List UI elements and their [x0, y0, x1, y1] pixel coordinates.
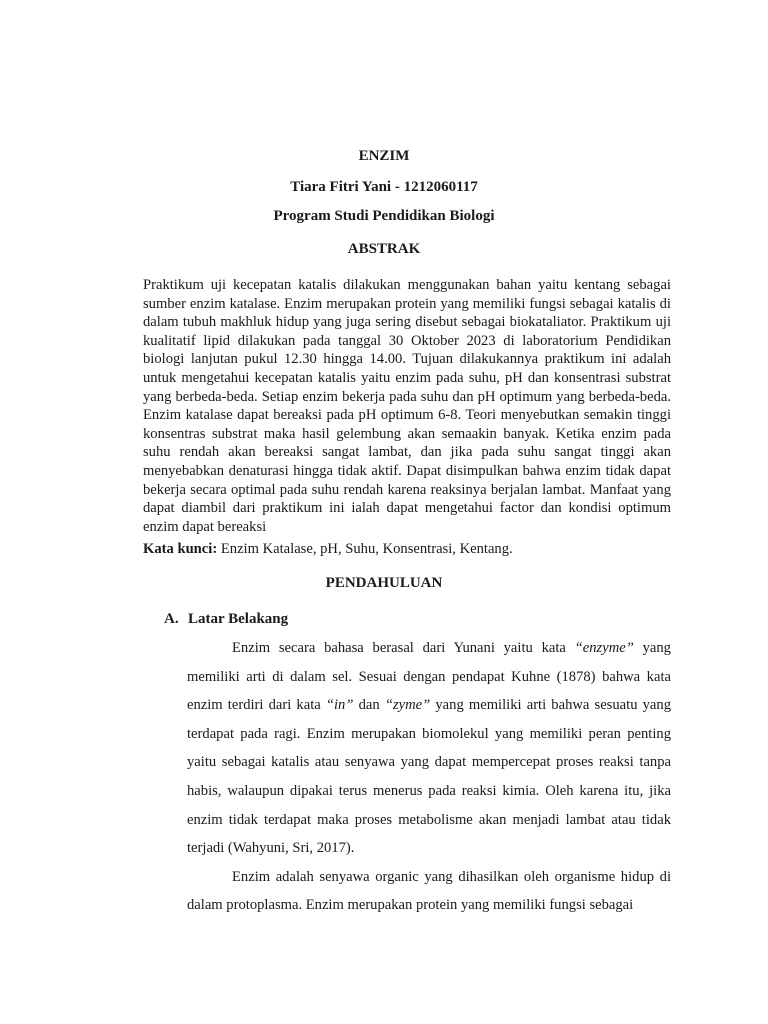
paragraph-1	[187, 634, 671, 863]
paragraph-1-text-d: yang memiliki arti bahwa sesuatu yang terdapat pada ragi. Enzim merupakan biomolekul yang memiliki peran penting yaitu sebagai katalis atau senyawa yang dapat mempercepat proses reaksi tanpa habis, walaupun dipakai terus menerus pada reaksi kimia. Oleh karena itu, jika enzim tidak terdapat maka proses metabolisme akan menjadi lambat atau tidak terjadi (Wahyuni, Sri, 2017).	[187, 697, 671, 857]
introduction-body	[187, 634, 671, 920]
introduction-heading: PENDAHULUAN	[325, 575, 443, 591]
paragraph-1-text-b: yang memiliki arti di dalam sel. Sesuai dengan pendapat Kuhne (1878) bahwa kata enzim terdiri dari kata	[187, 640, 671, 714]
paragraph-1-text-a: Enzim secara bahasa berasal dari Yunani yaitu kata	[232, 640, 575, 656]
keywords-line	[143, 540, 671, 558]
subsection-number: A.	[164, 611, 179, 627]
paragraph-1-text-c: dan	[353, 697, 385, 714]
subsection-title: Latar Belakang	[188, 611, 289, 627]
paragraph-2: Enzim adalah senyawa organic yang dihasilkan oleh organisme hidup di dalam protoplasma. Enzim merupakan protein yang memiliki fungsi sebagai	[187, 868, 671, 914]
abstract-heading: ABSTRAK	[347, 241, 421, 257]
subsection-heading	[164, 610, 288, 628]
term-zyme: “zyme”	[384, 697, 431, 714]
program-line: Program Studi Pendidikan Biologi	[273, 208, 495, 224]
author-line: Tiara Fitri Yani - 1212060117	[290, 179, 478, 195]
abstract-body: Praktikum uji kecepatan katalis dilakukan menggunakan bahan yaitu kentang sebagai sumber enzim katalase. Enzim merupakan protein yang memiliki fungsi sebagai katalis di dalam tubuh makhluk hidup yang juga sering disebut sebagai biokataliator. Praktikum uji kualitatif lipid dilakukan pada tanggal 30 Oktober 2023 di laboratorium Pendidikan biologi lanjutan pukul 12.30 hingga 14.00. Tujuan dilakukannya praktikum ini adalah untuk mengetahui kecepatan katalis yaitu enzim pada suhu, pH dan konsentrasi substrat yang berbeda-beda. Setiap enzim bekerja pada suhu dan pH optimum yang berbeda-beda. Enzim katalase dapat bereaksi pada pH optimum 6-8. Teori menyebutkan semakin tinggi konsentras substrat maka hasil gelembung akan semaakin banyak. Ketika enzim pada suhu rendah akan bereaksi sangat lambat, dan jika pada suhu sangat tinggi akan menyebabkan denaturasi hingga tidak aktif. Dapat disimpulkan bahwa enzim tidak dapat bekerja secara optimal pada suhu rendah karena reaksinya berjalan lambat. Manfaat yang dapat diambil dari praktikum ini ialah dapat mengetahui factor dan kondisi optimum enzim dapat bereaksi	[143, 277, 671, 535]
document-title: ENZIM	[358, 148, 410, 164]
keywords-label: Kata kunci:	[143, 541, 218, 557]
term-in: “in”	[325, 697, 354, 714]
keywords-list: Enzim Katalase, pH, Suhu, Konsentrasi, Kentang.	[220, 541, 513, 557]
term-enzyme: “enzyme”	[574, 640, 634, 656]
